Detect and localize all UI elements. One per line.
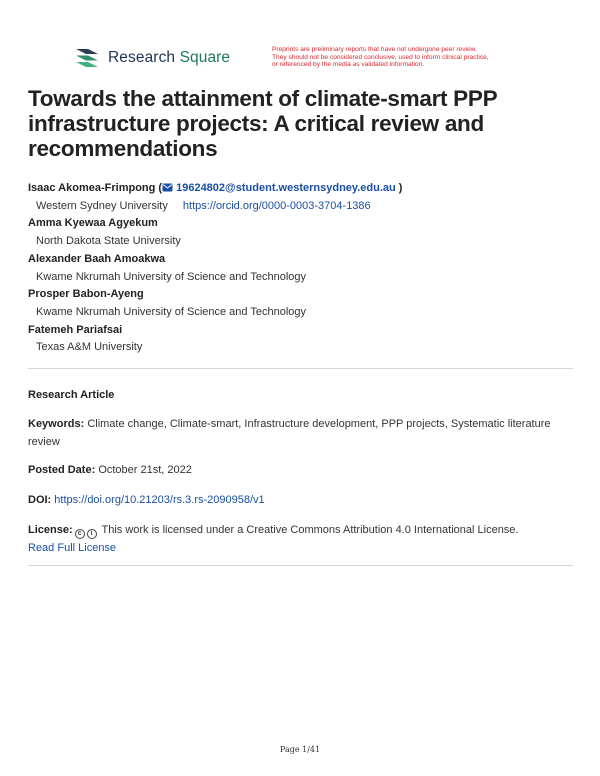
author-affiliation: North Dakota State University xyxy=(36,235,181,248)
brand-name: Research Square xyxy=(108,49,231,66)
by-attribution-icon: i xyxy=(87,529,97,539)
paper-title: Towards the attainment of climate-smart PPP infrastructure projects: A critical review and recommendations xyxy=(28,86,497,161)
doi xyxy=(28,492,573,510)
research-square-logo-icon xyxy=(74,47,100,69)
author-name: Fatemeh Pariafsai xyxy=(28,323,123,336)
doi-label: DOI: xyxy=(28,494,52,506)
email-icon xyxy=(162,183,173,192)
author-name: Amma Kyewaa Agyekum xyxy=(28,217,158,230)
keywords-label: Keywords: xyxy=(28,418,85,430)
author-affiliation: Texas A&M University xyxy=(36,341,143,354)
license xyxy=(28,522,573,557)
author-affiliation: Kwame Nkrumah University of Science and Technology xyxy=(36,305,307,318)
author-affiliation: Kwame Nkrumah University of Science and Technology xyxy=(36,270,307,283)
preprint-notice: Preprints are preliminary reports that have not undergone peer review. They should not be considered conclusive, used to inform clinical practice, or referenced by the media as validated information. xyxy=(272,46,489,69)
author-name: Alexander Baah Amoakwa xyxy=(28,252,166,265)
divider xyxy=(28,368,573,369)
cc-license-icons xyxy=(75,529,97,539)
author-name: Isaac Akomea-Frimpong xyxy=(28,182,156,194)
keywords xyxy=(28,416,573,451)
author-email-link[interactable]: 19624802@student.westernsydney.edu.au xyxy=(176,182,396,194)
page-number: Page 1/41 xyxy=(279,745,321,754)
doi-link[interactable]: https://doi.org/10.21203/rs.3.rs-2090958/v1 xyxy=(54,494,265,506)
author-name: Prosper Babon-Ayeng xyxy=(28,288,144,301)
keywords-value: Climate change, Climate-smart, Infrastructure development, PPP projects, Systematic literature review xyxy=(28,418,551,448)
research-square-logo[interactable] xyxy=(74,47,230,69)
posted-date xyxy=(28,462,573,480)
divider xyxy=(28,565,573,566)
license-label: License: xyxy=(28,524,73,536)
license-text: This work is licensed under a Creative Commons Attribution 4.0 International License. xyxy=(101,524,519,536)
author-affiliation: Western Sydney University xyxy=(36,199,168,212)
orcid-link[interactable]: https://orcid.org/0000-0003-3704-1386 xyxy=(182,199,371,212)
posted-date-label: Posted Date: xyxy=(28,464,96,476)
article-type: Research Article xyxy=(28,389,115,401)
author-entry: Isaac Akomea-Frimpong ( 19624802@student.westernsydney.edu.au ) xyxy=(28,182,403,194)
read-full-license-link[interactable]: Read Full License xyxy=(28,541,117,554)
author-affiliation-row xyxy=(28,198,573,216)
author-list xyxy=(28,180,573,357)
cc-icon: c xyxy=(75,529,85,539)
posted-date-value: October 21st, 2022 xyxy=(98,464,192,476)
